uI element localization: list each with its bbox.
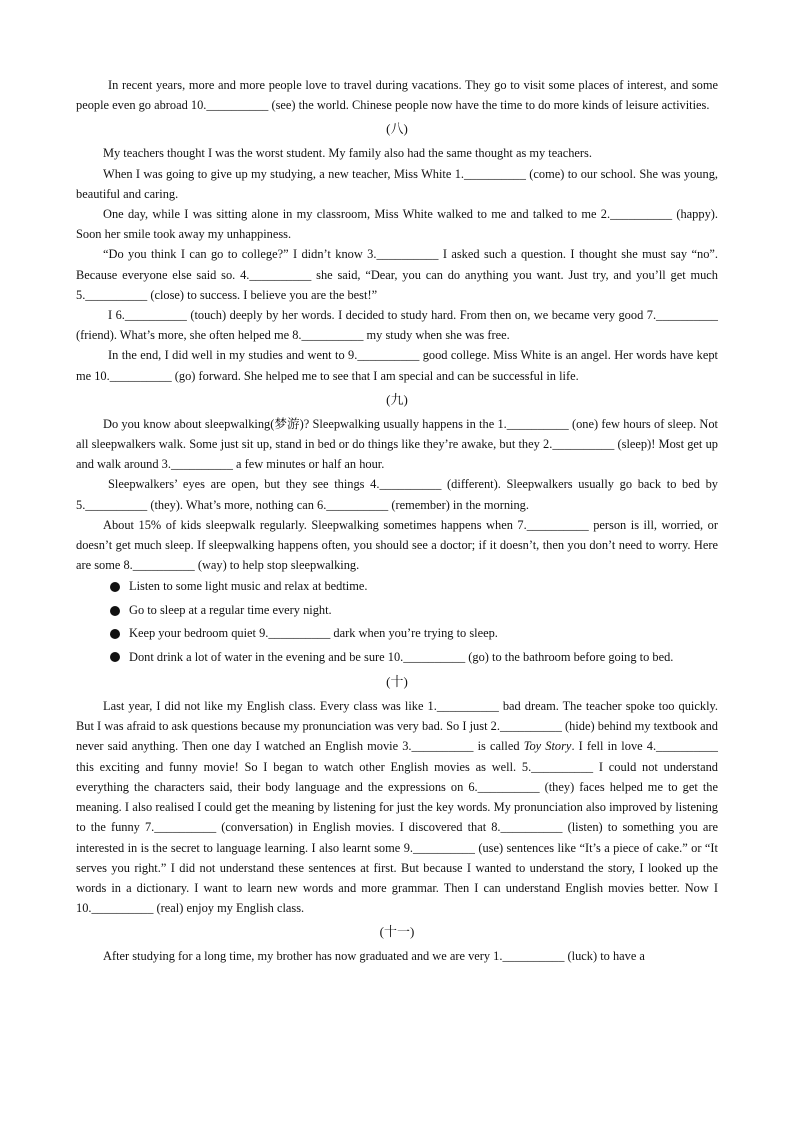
section-heading-11: (十一) (379, 924, 415, 940)
paragraph (76, 696, 718, 918)
paragraph: Do you know about sleepwalking(梦游)? Sleepwalking usually happens in the 1.__________ (one) few hours of sleep. Not all sleepwalkers walk. Some just sit up, stand in bed or do things like they’re awake, but they 2.__________ (sleep)! Most get up and walk around 3.__________ a few minutes or half an hour. (76, 416, 718, 472)
bullet-item (76, 623, 718, 643)
paragraph: In recent years, more and more people love to travel during vacations. They go to visit some places of interest, and some people even go abroad 10.__________ (see) the world. Chinese people now have the time to do more kinds of leisure activities. (76, 78, 718, 113)
bullet-item (76, 576, 718, 596)
paragraph-text: . I fell in love 4.__________ this exciting and funny movie! So I began to watch other English movies as well. 5.__________ I could not understand everything the characters said, their body language and the expressions on 6.__________ (they) faces helped me to get the meaning. I also realised I could get the meaning by listening for just the key words. My pronunciation also improved by listening to the funny 7.__________ (conversation) in English movies. I discovered that 8.__________ (listen) to something you are interested in is the secret to language learning. I also learnt some 9.__________ (use) sentences like “It’s a piece of cake.” or “It serves you right.” I did not understand these sentences at first. But because I wanted to understand the story, I looked up the words in a dictionary. I want to learn new words and more grammar. Then I can understand English movies better. Now I 10.__________ (real) enjoy my English class. (76, 739, 719, 916)
paragraph-text: Last year, I did not like my English class. Every class was like 1.__________ bad dream. The teacher spoke too quickly. But I was afraid to ask questions because my pronunciation was very bad. So I just 2.__________ (hide) behind my textbook and never said anything. Then one day I watched an English movie 3.__________ is called (76, 699, 718, 754)
bullet-text: Go to sleep at a regular time every night. (129, 602, 332, 617)
paragraph: After studying for a long time, my brother has now graduated and we are very 1.__________ (luck) to have a (103, 949, 645, 964)
section-heading-9: (九) (386, 391, 408, 407)
paragraph: About 15% of kids sleepwalk regularly. Sleepwalking sometimes happens when 7.__________ person is ill, worried, or doesn’t get much sleep. If sleepwalking happens often, you should see a doctor; if it doesn’t, then you don’t need to worry. Here are some 8.__________ (way) to help stop sleepwalking. (76, 517, 718, 573)
section-heading-8: (八) (386, 121, 408, 137)
worksheet-page (76, 75, 718, 967)
bullet-item (76, 600, 718, 620)
paragraph: Sleepwalkers’ eyes are open, but they see things 4.__________ (different). Sleepwalkers usually go back to bed by 5.__________ (they). What’s more, nothing can 6.__________ (remember) in the morning. (76, 477, 718, 512)
bullet-text: Listen to some light music and relax at bedtime. (129, 579, 368, 594)
movie-title: Toy Story (523, 739, 572, 754)
paragraph: When I was going to give up my studying, a new teacher, Miss White 1.__________ (come) to our school. She was young, beautiful and caring. (76, 166, 718, 201)
paragraph: One day, while I was sitting alone in my classroom, Miss White walked to me and talked to me 2.__________ (happy). Soon her smile took away my unhappiness. (76, 207, 718, 242)
bullet-text: Dont drink a lot of water in the evening and be sure 10.__________ (go) to the bathroom before going to bed. (129, 650, 674, 665)
bullet-text: Keep your bedroom quiet 9.__________ dark when you’re trying to sleep. (129, 625, 498, 640)
section-heading-10: (十) (386, 674, 408, 690)
paragraph: I 6.__________ (touch) deeply by her words. I decided to study hard. From then on, we became very good 7.__________ (friend). What’s more, she often helped me 8.__________ my study when she was free. (76, 308, 718, 343)
bullet-dot-icon (110, 629, 120, 639)
bullet-item (76, 646, 718, 668)
paragraph: In the end, I did well in my studies and went to 9.__________ good college. Miss White is an angel. Her words have kept me 10.__________ (go) forward. She helped me to see that I am special and can be successful in life. (76, 348, 718, 383)
paragraph: My teachers thought I was the worst student. My family also had the same thought as my teachers. (103, 146, 592, 161)
paragraph: “Do you think I can go to college?” I didn’t know 3.__________ I asked such a question. I thought she must say “no”. Because everyone else said so. 4.__________ she said, “Dear, you can do anything you want. Just try, and you’ll get much 5.__________ (close) to success. I believe you are the best!” (76, 247, 718, 302)
bullet-dot-icon (110, 606, 120, 616)
